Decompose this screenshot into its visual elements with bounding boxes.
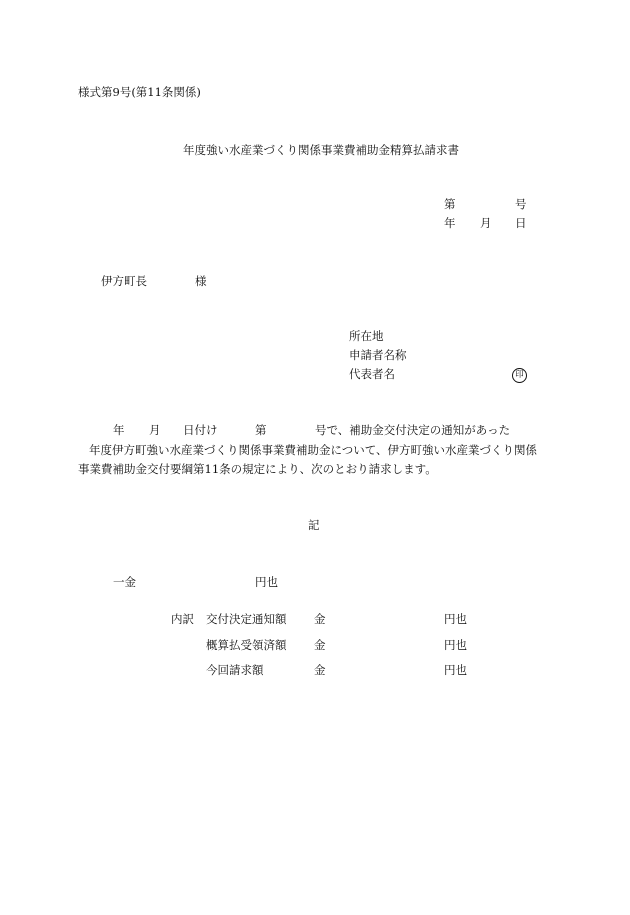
body-line-3: 事業費補助金交付要綱第11条の規定により、次のとおり請求します。	[78, 462, 437, 476]
breakdown-row-currency: 金	[314, 638, 326, 652]
address-label: 所在地	[349, 329, 384, 343]
representative-label: 代表者名	[349, 367, 395, 381]
body-month: 月	[149, 423, 161, 437]
body-line-1-rest: 号で、補助金交付決定の通知があった	[315, 423, 511, 437]
addressee-name: 伊方町長	[101, 274, 147, 288]
breakdown-row-currency: 金	[314, 663, 326, 677]
total-prefix: 一金	[113, 575, 136, 589]
date-month: 月	[480, 216, 492, 230]
body-line-2: 年度伊方町強い水産業づくり関係事業費補助金について、伊方町強い水産業づくり関係	[89, 443, 538, 457]
total-suffix: 円也	[255, 575, 278, 589]
breakdown-row-label: 今回請求額	[206, 663, 264, 677]
breakdown-row-currency: 金	[314, 612, 326, 626]
body-number-prefix: 第	[255, 423, 267, 437]
document-title: 年度強い水産業づくり関係事業費補助金精算払請求書	[183, 143, 459, 157]
form-number: 様式第9号(第11条関係)	[78, 85, 201, 99]
body-year: 年	[113, 423, 125, 437]
breakdown-row-label: 交付決定通知額	[206, 612, 287, 626]
addressee-honorific: 様	[195, 274, 207, 288]
ki-heading: 記	[308, 518, 320, 532]
applicant-name-label: 申請者名称	[349, 348, 407, 362]
breakdown-row-unit: 円也	[444, 612, 467, 626]
doc-number-suffix: 号	[515, 197, 527, 211]
seal-icon: 印	[512, 368, 527, 383]
breakdown-row-label: 概算払受領済額	[206, 638, 287, 652]
body-date-suffix: 日付け	[183, 423, 218, 437]
date-day: 日	[515, 216, 527, 230]
breakdown-row-unit: 円也	[444, 663, 467, 677]
date-year: 年	[444, 216, 456, 230]
doc-number-prefix: 第	[444, 197, 456, 211]
breakdown-row-unit: 円也	[444, 638, 467, 652]
breakdown-heading: 内訳	[171, 612, 194, 626]
